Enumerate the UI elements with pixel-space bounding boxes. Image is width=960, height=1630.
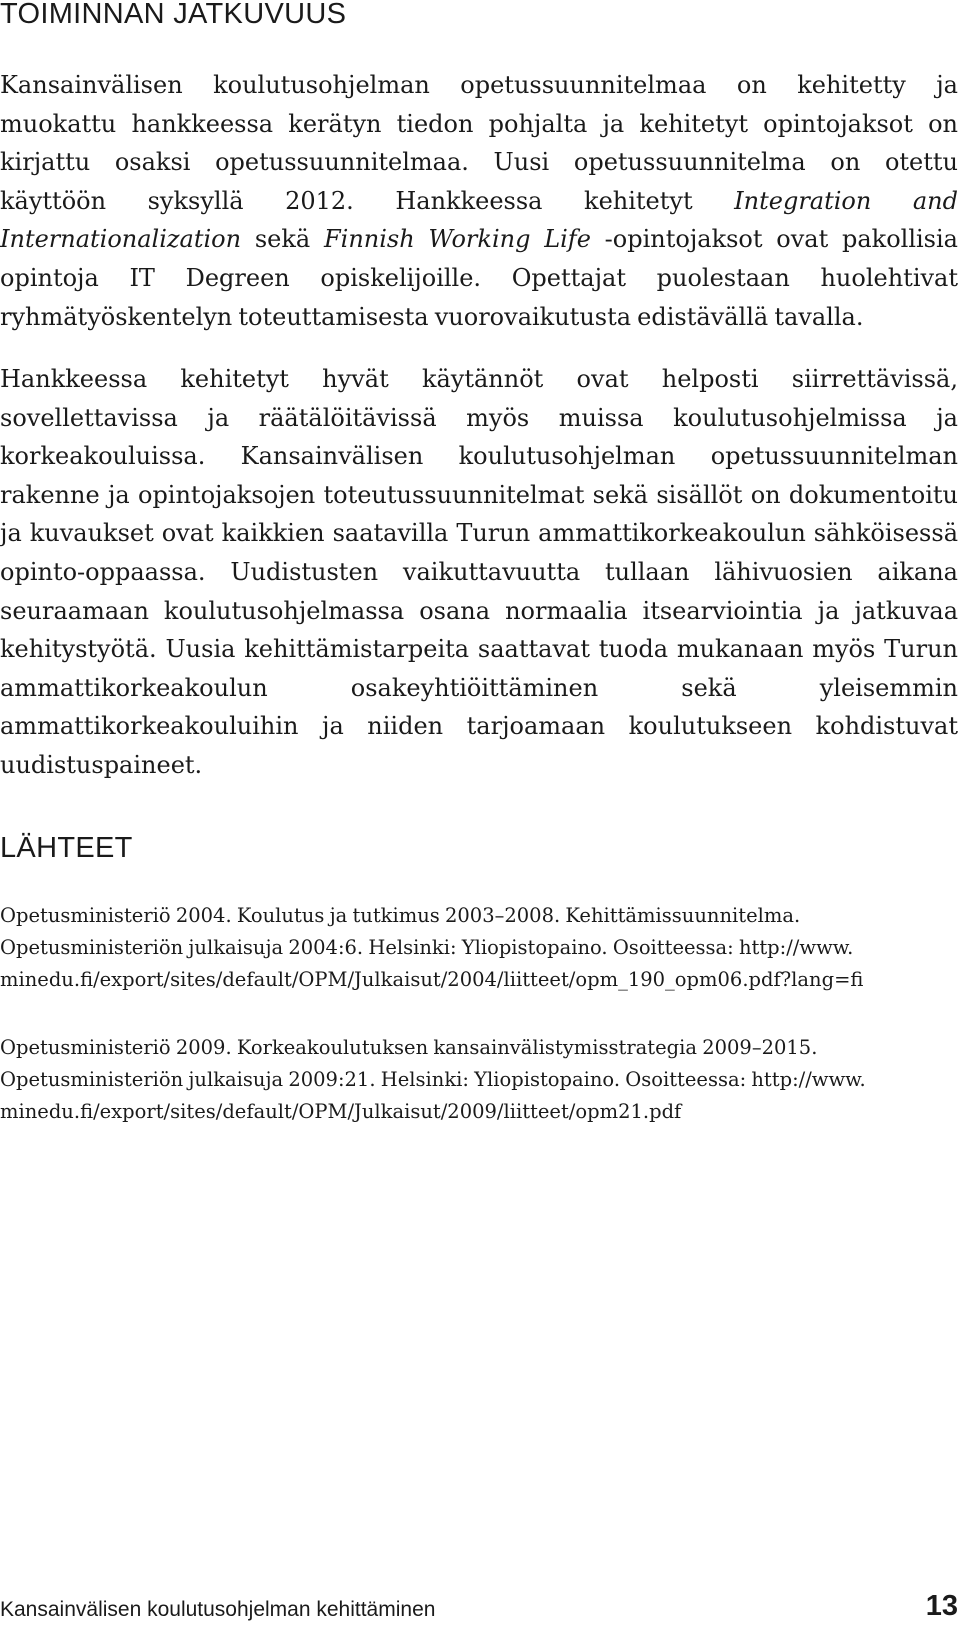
reference-entry (0, 1032, 960, 1128)
reference-line: Opetusministeriön julkaisuja 2004:6. Helsinki: Yliopistopaino. Osoitteessa: http://www. (0, 936, 854, 959)
footer-title: Kansainvälisen koulutusohjelman kehittäminen (0, 1598, 436, 1621)
paragraph-curriculum (0, 66, 958, 336)
reference-entry (0, 900, 960, 996)
course-name-integration: Integration and Internationalization (0, 186, 959, 254)
paragraph-tail-text: -opintojaksot ovat pakollisia opintoja IT Degreen opiskelijoille. Opettajat puolestaan huolehtivat ryhmätyöskentelyn toteuttamisesta vuorovaikutusta edistävällä tavalla. (0, 225, 958, 331)
reference-url-line: minedu.fi/export/sites/default/OPM/Julkaisut/2004/liitteet/opm_190_opm06.pdf?lang=fi (0, 968, 864, 991)
page-number: 13 (925, 1590, 958, 1622)
section-heading-continuity: TOIMINNAN JATKUVUUS (0, 0, 347, 30)
reference-line: Opetusministeriö 2004. Koulutus ja tutkimus 2003–2008. Kehittämissuunnitelma. (0, 904, 801, 927)
course-name-finnish-working-life: Finnish Working Life (323, 225, 591, 254)
reference-line: Opetusministeriö 2009. Korkeakoulutuksen kansainvälistymisstrategia 2009–2015. (0, 1036, 818, 1059)
paragraph-connector-text: sekä (241, 225, 324, 254)
paragraph-lead-text: Kansainvälisen koulutusohjelman opetussuunnitelmaa on kehitetty ja muokattu hankkeessa kerätyn tiedon pohjalta ja kehitetyt opintojaksot on kirjattu osaksi opetussuunnitelmaa. Uusi opetussuunnitelma on otettu käyttöön syksyllä 2012. Hankkeessa kehitetyt (0, 71, 958, 215)
paragraph-good-practices: Hankkeessa kehitetyt hyvät käytännöt ovat helposti siirrettävissä, sovellettavissa ja räätälöitävissä myös muissa koulutusohjelmissa ja korkeakouluissa. Kansainvälisen koulutusohjelman opetussuunnitelman rakenne ja opintojaksojen toteutussuunnitelmat sekä sisällöt on dokumentoitu ja kuvaukset ovat kaikkien saatavilla Turun ammattikorkeakoulun sähköisessä opinto-oppaassa. Uudistusten vaikuttavuutta tullaan lähivuosien aikana seuraamaan koulutusohjelmassa osana normaalia itsearviointia ja jatkuvaa kehitystyötä. Uusia kehittämistarpeita saattavat tuoda mukanaan myös Turun ammattikorkeakoulun osakeyhtiöittäminen sekä yleisemmin ammattikorkeakouluihin ja niiden tarjoamaan koulutukseen kohdistuvat uudistuspaineet. (0, 365, 958, 779)
reference-url-line: minedu.fi/export/sites/default/OPM/Julkaisut/2009/liitteet/opm21.pdf (0, 1100, 682, 1123)
reference-line: Opetusministeriön julkaisuja 2009:21. Helsinki: Yliopistopaino. Osoitteessa: http://www. (0, 1068, 866, 1091)
section-heading-sources: LÄHTEET (0, 832, 133, 864)
